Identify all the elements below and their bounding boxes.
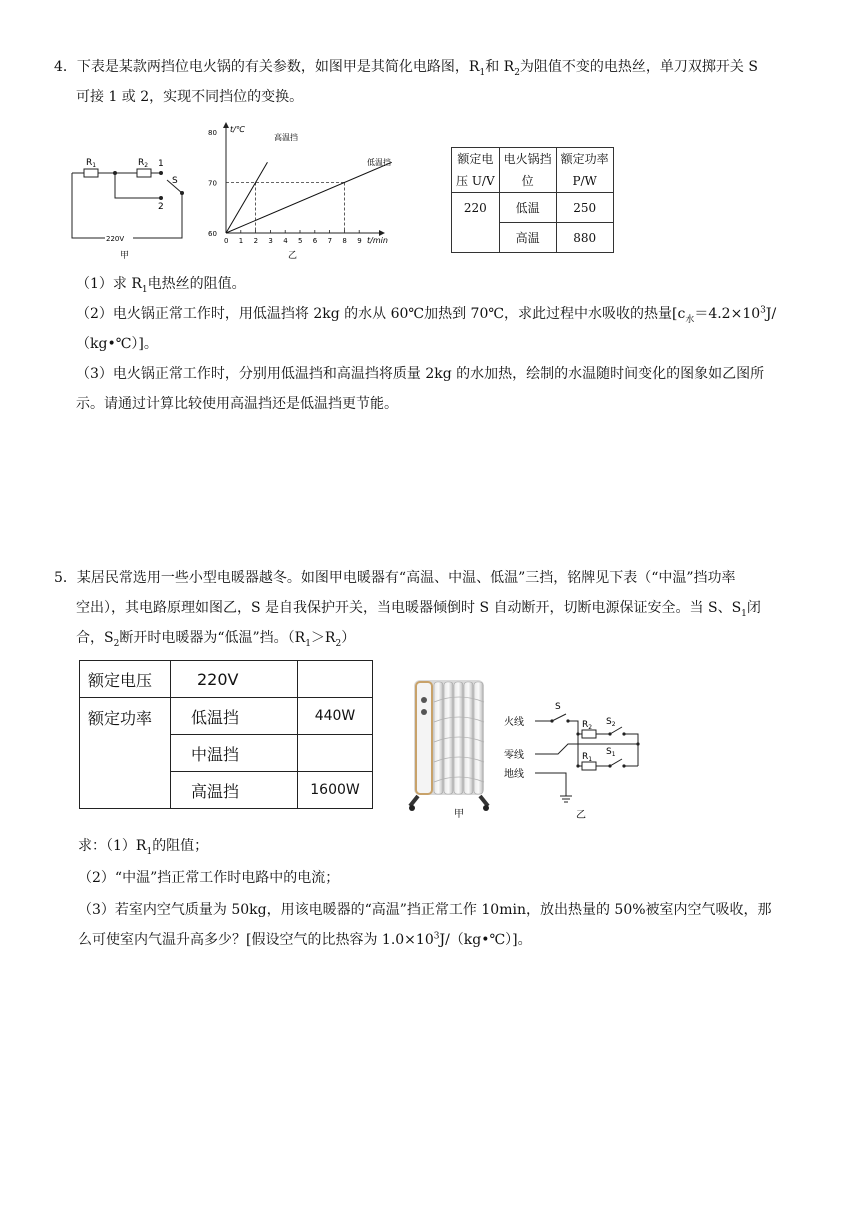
chart-xtick-label: 1 [238,237,244,245]
q4-table-header-power: 额定功率 P/W [556,148,613,193]
chart-ylabel: t/℃ [230,125,245,134]
q4-table-header-voltage: 额定电 压 U/V [452,148,500,193]
q4-temperature-chart [204,118,394,263]
q4-sub3-line2: 示。请通过计算比较使用高温挡还是低温挡更节能。 [76,396,398,412]
q5-fig-r1: $R_1$ [582,752,593,763]
q5-line2: 空出），其电路原理如图乙，S 是自我保护开关，当电暖器倾倒时 S 自动断开，切断电源保证安全。当 S、$S_1$闭 [76,600,761,619]
q4-sub1: （1）求 $R_1$电热丝的阻值。 [76,276,246,295]
q5-fig-s: S [555,702,561,712]
q5-fig-s2: $S_2$ [606,717,616,728]
chart-xtick-label: 5 [298,237,303,245]
q5-high-label: 高温挡 [171,772,298,809]
q5-fig-jia-caption: 甲 [454,809,464,820]
q5-high-power: 1600W [298,772,373,809]
q4-fig-switch-label: S [172,176,178,186]
q5-low-label: 低温挡 [171,698,298,735]
chart-xtick-label: 3 [268,237,273,245]
q5-fig-live: 火线 [504,717,524,728]
q4-table-header-mode: 电火锅挡 位 [499,148,556,193]
q4-fig-node1: 1 [158,159,164,169]
q5-fig-yi-caption: 乙 [576,810,586,821]
chart-series-line [226,162,392,233]
q4-sub2-line2: （kg•℃）]。 [76,336,158,352]
q4-table-voltage: 220 [452,193,500,253]
q5-mid-power [298,735,373,772]
q5-sub1: 求：$(1)R_1$的阻值； [78,838,209,857]
chart-xtick-label: 6 [312,237,318,245]
q5-heater-circuit [500,696,650,822]
q4-parameter-table [451,147,614,253]
q4-table-low: 低温 [499,193,556,223]
chart-xtick-label: 4 [283,237,288,245]
q5-heater-illustration [404,672,494,822]
chart-ytick-label: 60 [208,230,217,238]
chart-series-line [226,162,267,233]
chart-xtick-label: 0 [224,237,229,245]
q4-table-high: 高温 [499,223,556,253]
q4-sub3-line1: （3）电火锅正常工作时，分别用低温挡和高温挡将质量 2kg 的水加热，绘制的水温随时间变化的图象如乙图所 [76,366,765,382]
chart-high-label: 高温挡 [274,133,298,142]
q4-fig-node2: 2 [158,202,164,212]
chart-xtick-label: 8 [342,237,347,245]
q5-low-power: 440W [298,698,373,735]
q5-sub3-line2: 么可使室内气温升高多少？[假设空气的比热容为 $1.0\times 10^3J/(kg•℃)$]。 [78,931,532,948]
chart-low-label: 低温挡 [367,158,391,167]
q5-rated-voltage-label: 额定电压 [80,661,171,698]
q5-fig-r2: $R_2$ [582,720,593,731]
q5-rated-power-label: 额定功率 [80,698,171,809]
q4-table-low-power: 250 [556,193,613,223]
chart-caption: 乙 [288,251,298,261]
q4-fig-jia-caption: 甲 [120,251,130,261]
q5-fig-neutral: 零线 [504,750,524,761]
chart-ytick-label: 70 [208,179,217,188]
chart-xtick-label: 2 [253,237,259,245]
q4-intro-line2: 可接 1 或 2，实现不同挡位的变换。 [76,89,304,105]
q5-fig-s1: $S_1$ [606,747,616,758]
q4-fig-source: 220V [106,235,125,243]
q5-rated-voltage: 220V [171,661,298,698]
q4-intro-line1: 4．下表是某款两挡位电火锅的有关参数，如图甲是其简化电路图，$R_1$和 $R_2$为阻值不变的电热丝，单刀双掷开关 S [54,59,758,78]
q5-line1: 5．某居民常选用一些小型电暖器越冬。如图甲电暖器有“高温、中温、低温”三挡，铭牌见下表（“中温”挡功率 [54,570,736,586]
chart-xtick-label: 9 [357,237,362,245]
q4-sub2-line1: （2）电火锅正常工作时，用低温挡将 2kg 的水从 60℃加热到 70℃，求此过程中水吸收的热量[$c_水=4.2\times 10^3J/$ [76,305,777,325]
q4-circuit-figure [62,150,192,262]
q5-line3: 合，$S_2$断开时电暖器为“低温”挡。$(R_1>R_2)$ [76,630,356,649]
q4-table-high-power: 880 [556,223,613,253]
q5-sub2: （2）“中温”挡正常工作时电路中的电流； [78,870,340,886]
q5-fig-ground: 地线 [504,769,524,780]
q4-fig-r2-label: $R_2$ [138,158,149,169]
q5-mid-label: 中温挡 [171,735,298,772]
q4-fig-r1-label: $R_1$ [86,158,97,169]
q5-sub3-line1: （3）若室内空气质量为 50kg，用该电暖器的“高温”挡正常工作 10min，放出热量的 50%被室内空气吸收，那 [78,902,772,918]
chart-xtick-label: 7 [327,237,333,245]
q5-nameplate-table [79,660,373,809]
chart-ytick-label: 80 [208,129,217,137]
chart-xlabel: t/min [367,236,388,245]
